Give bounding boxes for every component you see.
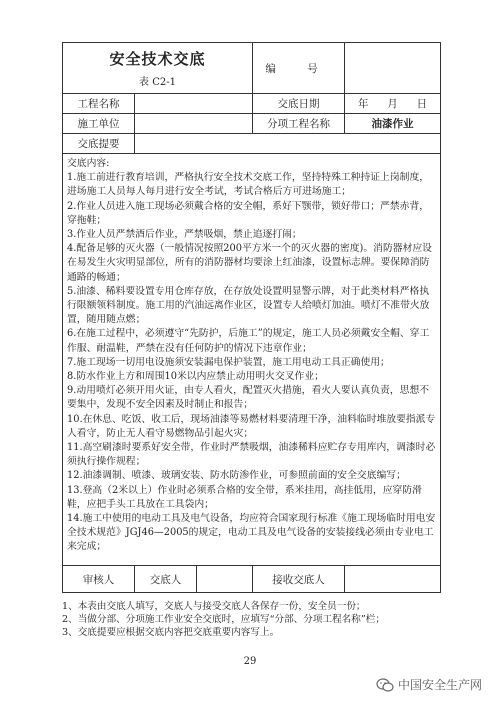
subproject-label: 分项工程名称 [253, 114, 345, 134]
disclosure-content [63, 154, 441, 566]
form-notes [62, 600, 452, 640]
watermark-text: 中国安全生产网 [397, 678, 482, 692]
note-item: 2、当做分部、分项施工作业安全交底时，应填写“分部、分项工程名称”栏； [62, 614, 385, 626]
content-item: 7.施工现场一切用电设施须安装漏电保护装置，施工用电动工具正确使用； [67, 356, 390, 368]
construction-unit-label: 施工单位 [63, 114, 135, 134]
discloser-label: 交底人 [135, 566, 197, 593]
content-item: 11.高空刷漆时要系好安全带，作业时严禁吸烟，油漆稀料应贮存专用库内，调漆时必须执行操作规程； [67, 442, 436, 468]
disclosure-date-value [345, 94, 441, 114]
form-subtitle: 表 C2-1 [139, 77, 176, 88]
form-title-cell [63, 43, 253, 94]
date-year: 年 [357, 98, 369, 110]
watermark [376, 676, 482, 693]
date-day: 日 [416, 98, 428, 110]
content-heading: 交底内容: [67, 158, 110, 169]
project-name-label: 工程名称 [63, 94, 135, 114]
disclosure-date-label: 交底日期 [253, 94, 345, 114]
wechat-logo-icon [376, 678, 394, 692]
construction-unit-value [135, 114, 253, 134]
content-item: 12.油漆调制、喷漆、玻璃安装、防水防渗作业，可参照前面的安全交底编写； [67, 470, 406, 482]
content-item: 8.防水作业上方和周围10米以内应禁止动用明火交叉作业； [67, 371, 324, 383]
content-item: 10.在休息、吃饭、收工后，现场油漆等易燃材料要清理干净，油料临时堆放要指派专人看守，防止无人看守易燃物品引起火灾； [67, 413, 436, 439]
content-item: 13.登高（2米以上）作业时必须系合格的安全带，系米挂用，高挂低用，应穿防滑鞋，应把手头工具放在工具袋内； [67, 484, 422, 510]
content-item: 9.动用喷灯必须开用火证，由专人看火，配置灭火措施，看火人要认真负责，思想不要集中，发现不安全因素及时制止和报告； [67, 385, 430, 411]
receiver-value [345, 566, 441, 593]
number-value [345, 43, 441, 94]
date-month: 月 [387, 98, 398, 110]
content-item: 14.施工中使用的电动工具及电气设备，均应符合国家现行标准《施工现场临时用电安全技术规范》JGJ46—2005的规定，电动工具及电气设备的安装接线必须由专业电工来完成； [67, 513, 436, 553]
receiver-label: 接收交底人 [253, 566, 345, 593]
content-item: 6.在施工过程中，必须遵守“先防护，后施工”的规定，施工人员必须戴安全帽、穿工作服、耐温鞋，严禁在没有任何防护的情况下违章作业； [67, 328, 430, 354]
summary-value [135, 134, 441, 154]
content-item: 3.作业人员严禁酒后作业，严禁吸烟，禁止追逐打闹； [67, 229, 302, 241]
reviewer-label: 审核人 [63, 566, 135, 593]
note-item: 1、本表由交底人填写，交底人与接受交底人各保存一份，安全员一份； [62, 601, 366, 612]
safety-disclosure-form [62, 42, 441, 593]
project-name-value [135, 94, 253, 114]
content-item: 4.配备足够的灭火器（一般情况按照200平方米一个的灭火器的密度)。消防器材应设在易发生火灾明显部位，所有的消防器材均要涂上红油漆，设置标志牌。要保障消防通路的畅通； [67, 243, 432, 283]
subproject-value: 油漆作业 [345, 114, 441, 134]
form-title: 安全技术交底 [109, 50, 206, 68]
page-number: 29 [243, 656, 257, 667]
content-item: 1.施工前进行教育培训，严格执行安全技术交底工作，坚持特殊工种持证上岗制度，进场施工人员每人每月进行安全考试，考试合格后方可进场施工； [67, 172, 430, 198]
content-item: 2.作业人员进入施工现场必须戴合格的安全帽，系好下颚带，锁好带口；严禁赤背，穿拖鞋； [67, 200, 430, 226]
note-item: 3、交底提要应根据交底内容把交底重要内容写上。 [62, 627, 280, 639]
number-label: 编 号 [253, 43, 345, 94]
content-item: 5.油漆、稀料要设置专用仓库存放，在存放处设置明显警示牌，对于此类材料严格执行限额领料制度。施工用的汽油远离作业区，设置专人给喷灯加油。喷灯不准带火放置，随用随点燃； [67, 285, 430, 326]
discloser-value [197, 566, 253, 593]
summary-label: 交底提要 [63, 134, 135, 154]
